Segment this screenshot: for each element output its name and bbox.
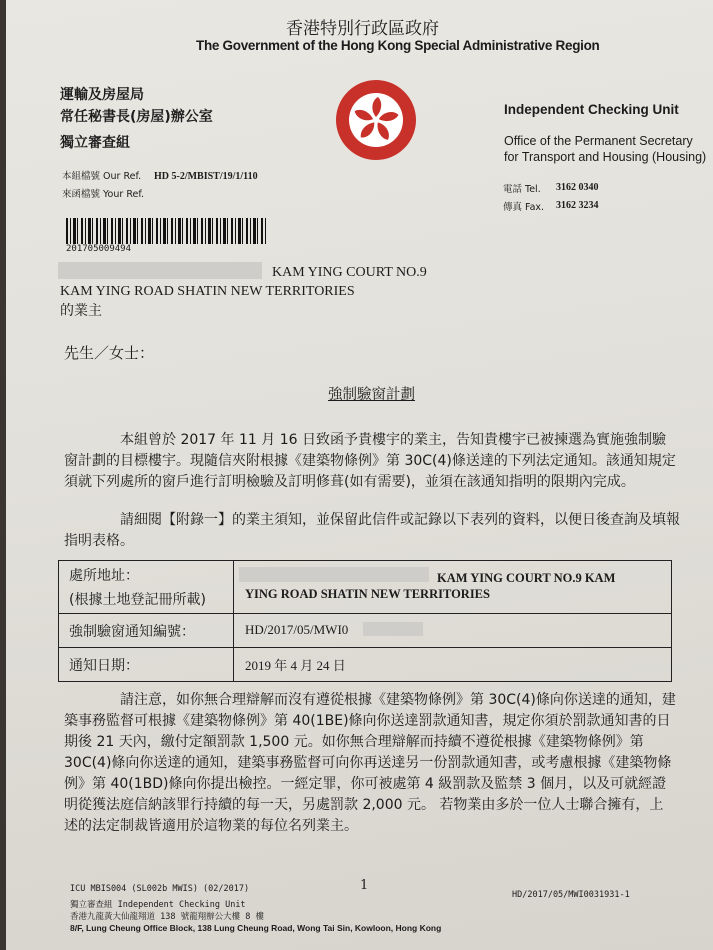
redacted-name <box>58 262 262 279</box>
our-ref-label: 本組檔號 Our Ref. <box>62 171 142 182</box>
tel-value: 3162 0340 <box>556 182 599 193</box>
form-code: ICU MBIS004 (SL002b MWIS) (02/2017) <box>70 884 250 894</box>
notice-number-label: 強制驗窗通知編號： <box>69 624 195 640</box>
letter-page <box>6 0 713 950</box>
notice-number-value: HD/2017/05/MWI0 <box>245 622 349 637</box>
your-ref-label: 來函檔號 Your Ref. <box>62 189 145 200</box>
our-ref-value: HD 5-2/MBIST/19/1/110 <box>154 171 258 182</box>
notice-date-label: 通知日期： <box>69 658 139 674</box>
fax-label: 傳真 Fax. <box>503 202 545 213</box>
paragraph-1: 本組曾於 2017 年 11 月 16 日致函予貴樓宇的業主，告知貴樓宇已被揀選為實施強制驗窗計劃的目標樓宇。現隨信夾附根據《建築物條例》第 30C(4)條送達的下列法定通知。該通知規定須就下列處所的窗戶進行訂明檢驗及訂明修葺(如有需要)，並須在該通知指明的限期內完成。 <box>64 432 676 490</box>
footer-address-zh: 香港九龍黃大仙龍翔道 138 號龍翔辦公大樓 8 樓 <box>70 912 264 922</box>
paragraph-2: 請細閱【附錄一】的業主須知，並保留此信件或記錄以下表列的資料，以便日後查詢及填報指明表格。 <box>64 512 680 549</box>
hksar-emblem-icon <box>334 78 418 162</box>
unit-name-zh: 獨立審查組 <box>60 135 130 151</box>
office-name-en-line2: for Transport and Housing (Housing) <box>504 150 707 164</box>
address-line2: KAM YING ROAD SHATIN NEW TERRITORIES <box>60 284 355 299</box>
document-reference: HD/2017/05/MWI0031931-1 <box>512 890 630 900</box>
premises-info-table <box>58 560 672 682</box>
subject-heading: 強制驗窗計劃 <box>328 387 415 403</box>
page-number: 1 <box>360 878 369 893</box>
notice-date-value: 2019 年 4 月 24 日 <box>245 658 346 673</box>
address-owner: 的業主 <box>60 303 102 319</box>
address-line1: KAM YING COURT NO.9 <box>272 265 427 280</box>
footer-address-en: 8/F, Lung Cheung Office Block, 138 Lung Cheung Road, Wong Tai Sin, Kowloon, Hong Kong <box>70 923 442 933</box>
office-name-zh: 常任秘書長(房屋)辦公室 <box>60 109 213 125</box>
paragraph-3: 請注意，如你無合理辯解而沒有遵從根據《建築物條例》第 30C(4)條向你送達的通知，建築事務監督可根據《建築物條例》第 40(1BE)條向你送達罰款通知書，規定你須於罰款通知書的日期後 21 天內，繳付定額罰款 1,500 元。如你無合理辯解而持續不遵從根據《建築物條例》第 30C(4)條向你送達的通知，建築事務監督可向你再送達另一份罰款通知書，或考慮根據《建築物條例》第 40(1BD)條向你提出檢控。一經定罪，你可被處第 4 級罰款及監禁 3 個月，以及可就經證明從獲法庭信納該罪行持續的每一天，另處罰款 2,000 元。 若物業由多於一位人士聯合擁有，上述的法定制裁皆適用於這物業的每位名列業主。 <box>64 692 676 834</box>
office-name-en-line1: Office of the Permanent Secretary <box>504 134 693 148</box>
premises-address-value-2: YING ROAD SHATIN NEW TERRITORIES <box>245 587 490 601</box>
table-row <box>59 647 671 681</box>
barcode-image <box>66 218 266 244</box>
table-row <box>59 613 671 648</box>
table-row <box>59 561 671 614</box>
barcode-number: 201705009494 <box>66 244 132 254</box>
government-title-en: The Government of the Hong Kong Special Administrative Region <box>196 38 600 53</box>
government-title-zh: 香港特別行政區政府 <box>286 19 439 39</box>
tel-label: 電話 Tel. <box>503 184 541 195</box>
bureau-name-zh: 運輸及房屋局 <box>60 87 144 103</box>
premises-address-value-1: KAM YING COURT NO.9 KAM <box>437 571 616 585</box>
unit-name-en: Independent Checking Unit <box>504 102 679 117</box>
salutation: 先生／女士： <box>64 344 155 362</box>
redacted-notice-suffix <box>363 622 423 636</box>
premises-address-sublabel: (根據土地登記冊所載) <box>69 592 206 608</box>
footer-unit: 獨立審查組 Independent Checking Unit <box>70 900 246 910</box>
premises-address-label: 處所地址： <box>69 568 139 584</box>
fax-value: 3162 3234 <box>556 200 599 211</box>
redacted-premises <box>239 567 429 582</box>
